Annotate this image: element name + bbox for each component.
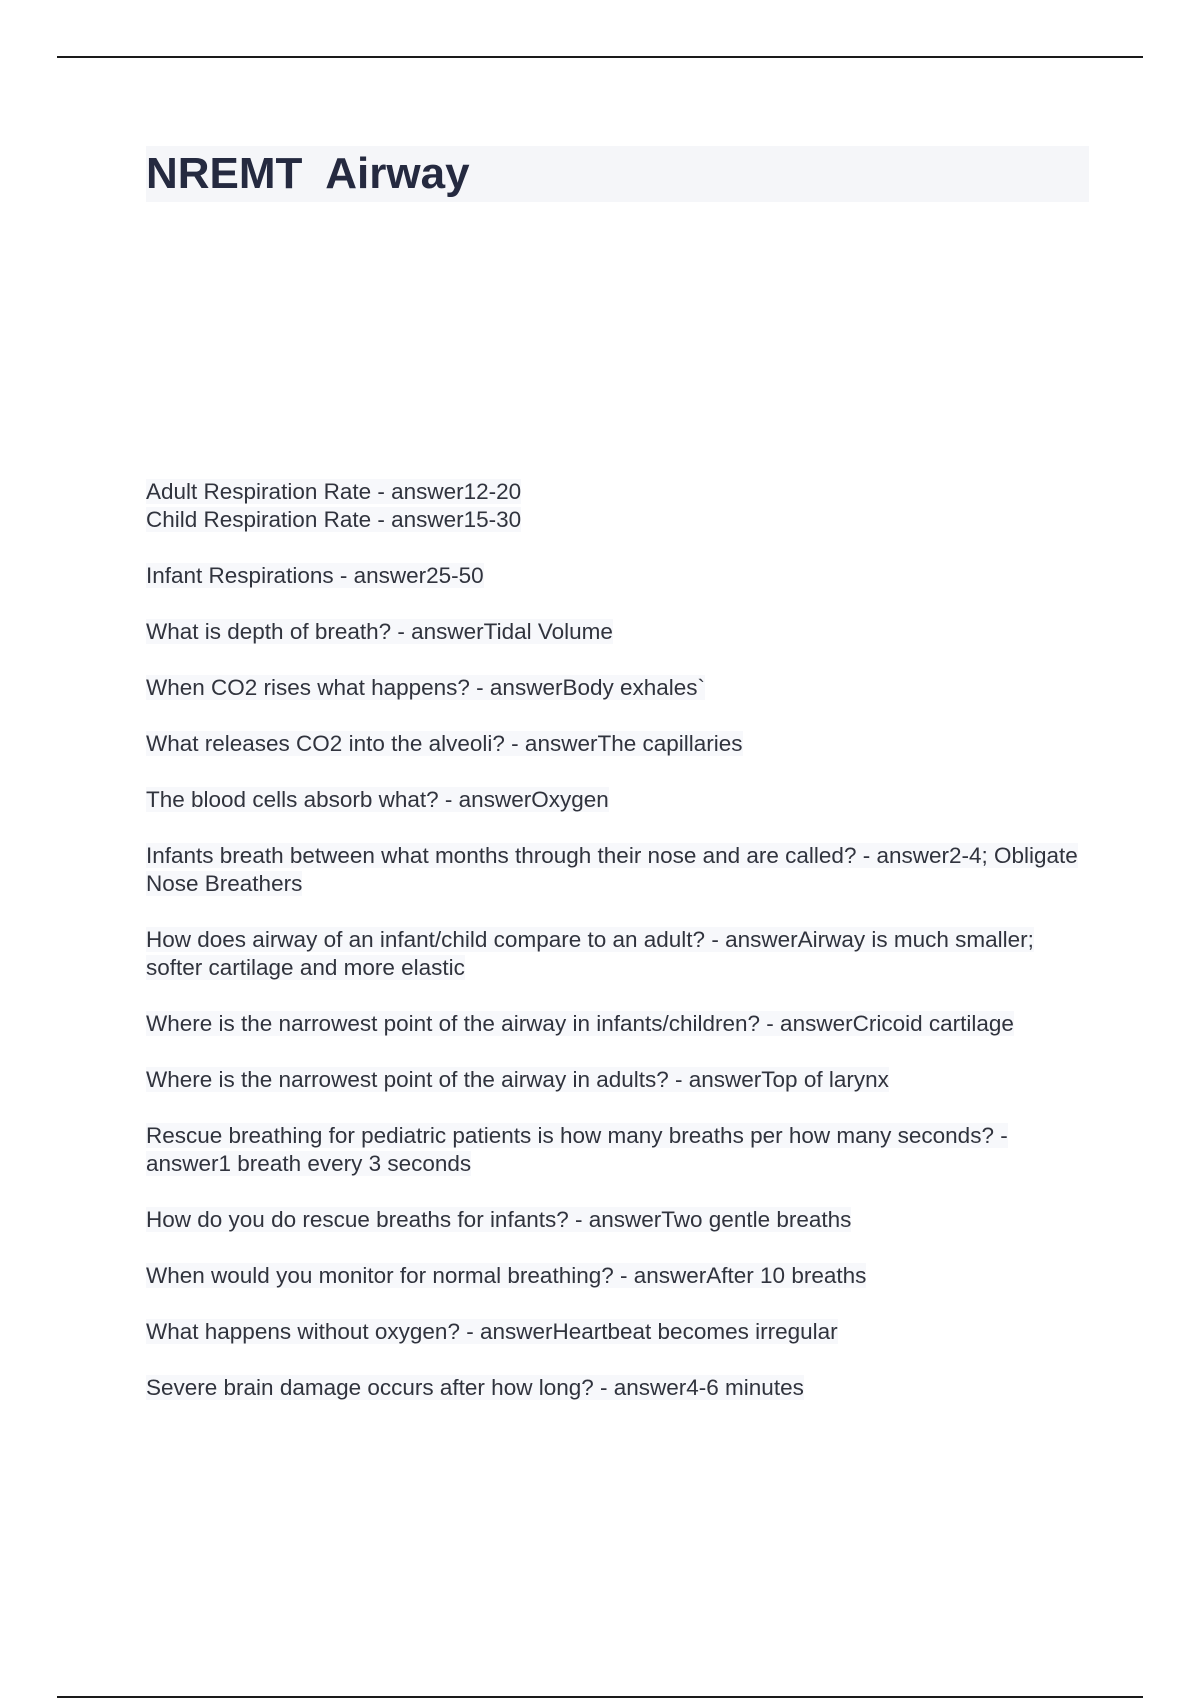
qa-item-text: Where is the narrowest point of the airway in infants/children? - answerCricoid cartilage (146, 1011, 1014, 1036)
qa-item-text: When would you monitor for normal breathing? - answerAfter 10 breaths (146, 1263, 867, 1288)
qa-item-text: Where is the narrowest point of the airway in adults? - answerTop of larynx (146, 1067, 889, 1092)
qa-item (146, 1066, 1086, 1094)
qa-item-text: Infant Respirations - answer25-50 (146, 563, 484, 588)
qa-item (146, 506, 1086, 534)
qa-item (146, 1206, 1086, 1234)
qa-item (146, 730, 1086, 758)
qa-item (146, 674, 1086, 702)
qa-item-text: When CO2 rises what happens? - answerBody exhales` (146, 675, 706, 700)
qa-item (146, 478, 1086, 506)
document-title: NREMT Airway (146, 149, 470, 198)
qa-item (146, 618, 1086, 646)
bottom-rule (57, 1696, 1143, 1698)
qa-item-text: Adult Respiration Rate - answer12-20 (146, 479, 522, 504)
qa-item (146, 1374, 1086, 1402)
qa-item-text: Severe brain damage occurs after how long? - answer4-6 minutes (146, 1375, 804, 1400)
qa-item-text: Child Respiration Rate - answer15-30 (146, 507, 522, 532)
qa-item-text: What is depth of breath? - answerTidal Volume (146, 619, 613, 644)
qa-item (146, 926, 1086, 982)
qa-item-text: What releases CO2 into the alveoli? - answerThe capillaries (146, 731, 743, 756)
qa-item-text: Rescue breathing for pediatric patients is how many breaths per how many seconds? - answer1 breath every 3 seconds (146, 1123, 1008, 1176)
qa-item-text: How do you do rescue breaths for infants? - answerTwo gentle breaths (146, 1207, 852, 1232)
qa-list (146, 478, 1086, 1430)
qa-item (146, 1318, 1086, 1346)
qa-item (146, 562, 1086, 590)
top-rule (57, 56, 1143, 58)
qa-item (146, 1262, 1086, 1290)
qa-item (146, 1010, 1086, 1038)
qa-item-text: How does airway of an infant/child compare to an adult? - answerAirway is much smaller; softer cartilage and more elastic (146, 927, 1034, 980)
qa-item (146, 1122, 1086, 1178)
qa-item-text: The blood cells absorb what? - answerOxygen (146, 787, 609, 812)
qa-item (146, 786, 1086, 814)
qa-item (146, 842, 1086, 898)
qa-item-text: What happens without oxygen? - answerHeartbeat becomes irregular (146, 1319, 838, 1344)
qa-item-text: Infants breath between what months through their nose and are called? - answer2-4; Obligate Nose Breathers (146, 843, 1078, 896)
